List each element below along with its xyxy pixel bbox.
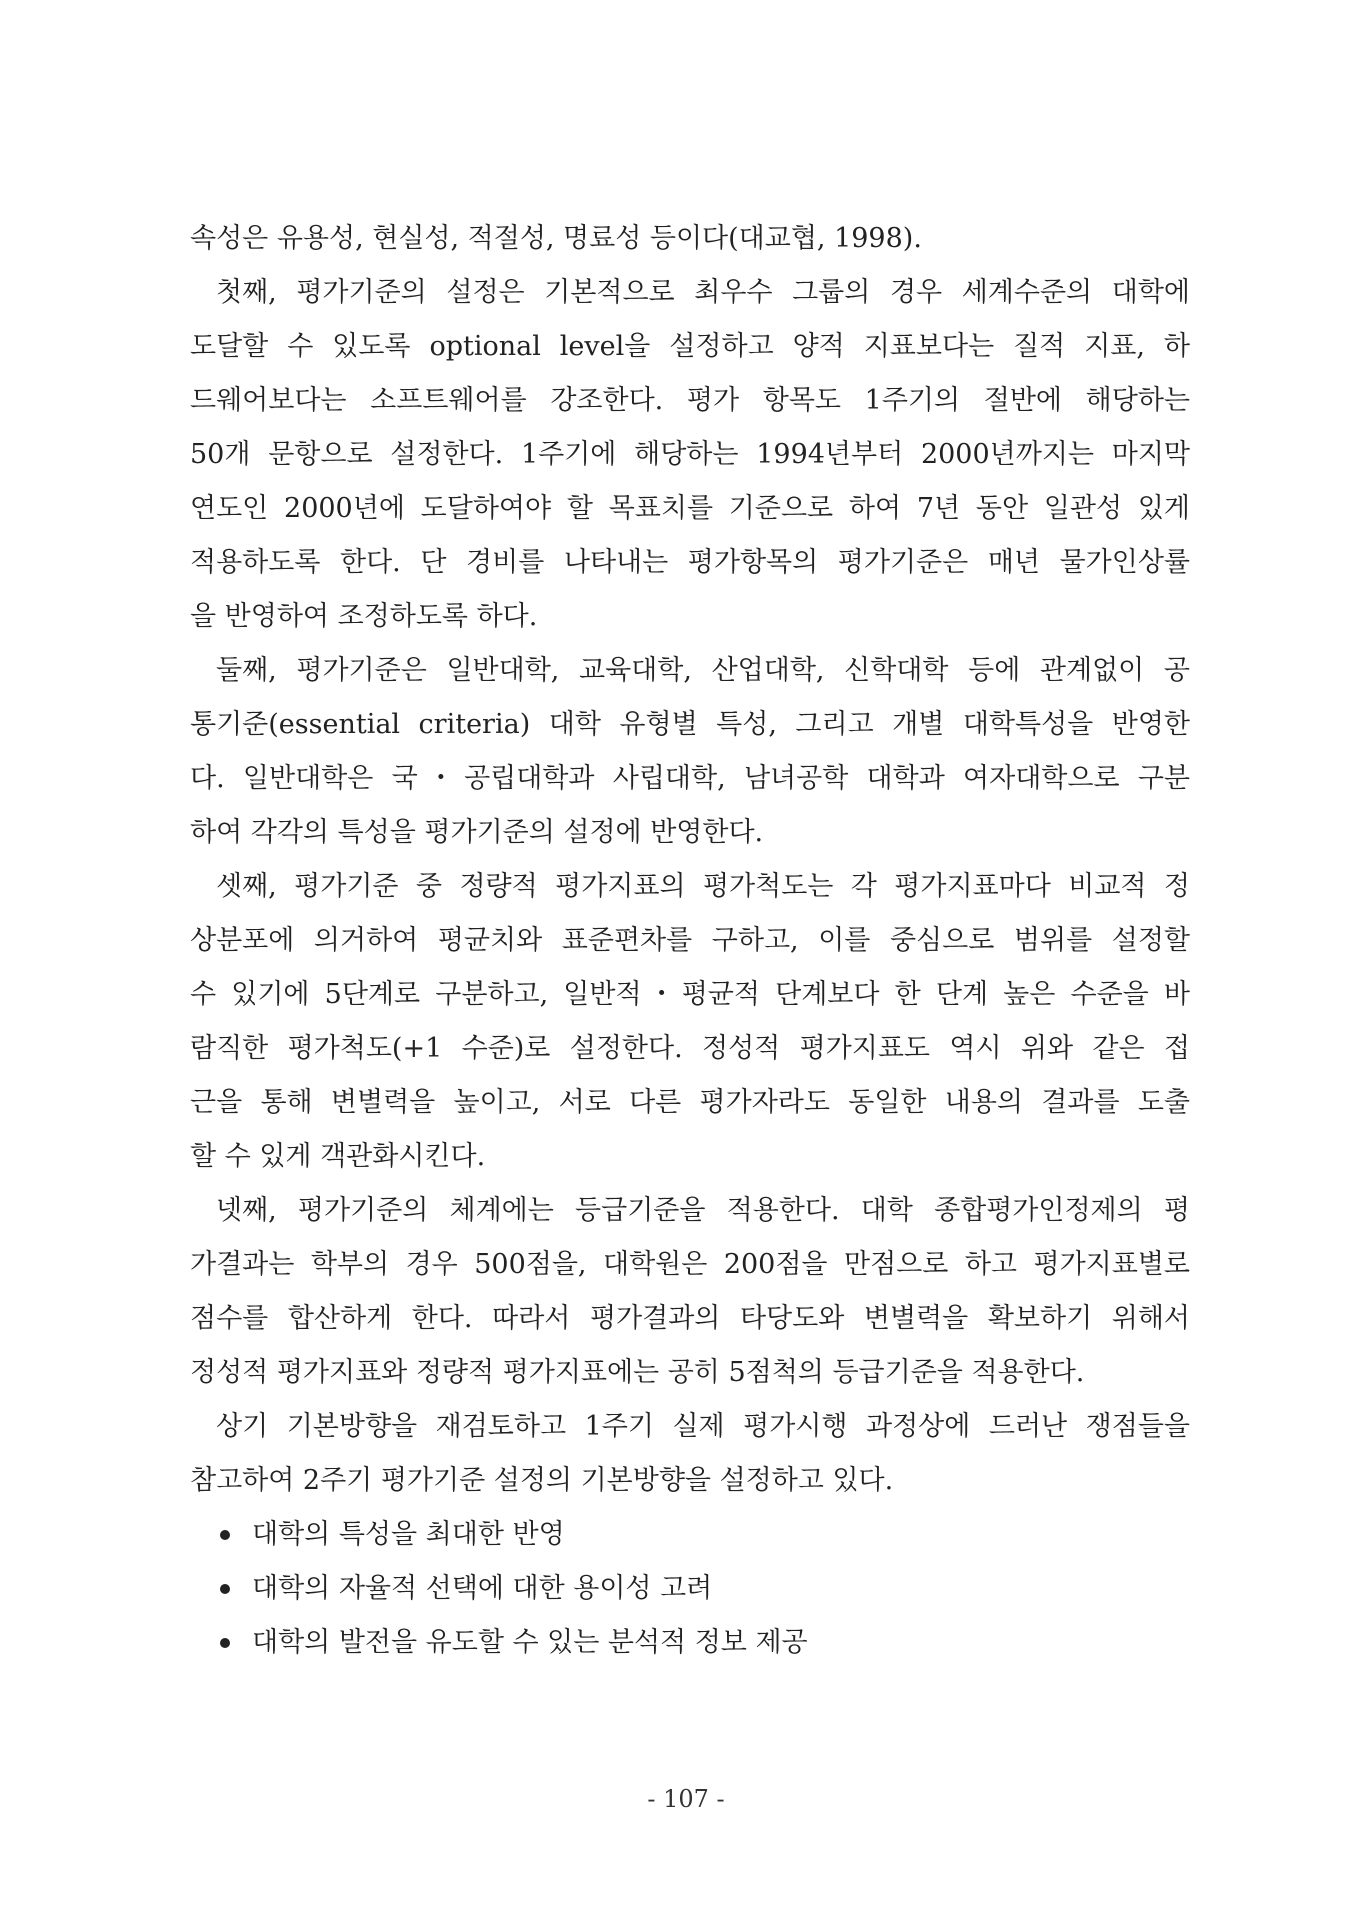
text-line: 수 있기에 5단계로 구분하고, 일반적・평균적 단계보다 한 단계 높은 수준을 바 (190, 979, 1190, 1010)
text-line: 속성은 유용성, 현실성, 적절성, 명료성 등이다(대교협, 1998). (190, 223, 922, 254)
text-line: 정성적 평가지표와 정량적 평가지표에는 공히 5점척의 등급기준을 적용한다. (190, 1357, 1085, 1388)
paragraph-third (190, 860, 1190, 1184)
text-line: 50개 문항으로 설정한다. 1주기에 해당하는 1994년부터 2000년까지는 마지막 (190, 439, 1190, 470)
text-line: 셋째, 평가기준 중 정량적 평가지표의 평가척도는 각 평가지표마다 비교적 정 (216, 871, 1190, 902)
text-line: 상분포에 의거하여 평균치와 표준편차를 구하고, 이를 중심으로 범위를 설정할 (190, 925, 1190, 956)
paragraph-continuation (190, 212, 1190, 266)
text-line: 드웨어보다는 소프트웨어를 강조한다. 평가 항목도 1주기의 절반에 해당하는 (190, 385, 1190, 416)
text-line: 람직한 평가척도(+1 수준)로 설정한다. 정성적 평가지표도 역시 위와 같은 접 (190, 1033, 1190, 1064)
list-item (190, 1616, 1190, 1670)
list-item-text: 대학의 특성을 최대한 반영 (252, 1519, 565, 1550)
bullet-icon (220, 1584, 230, 1594)
page-number: - 107 - (647, 1785, 725, 1813)
bullet-list (190, 1508, 1190, 1670)
text-line: 통기준(essential criteria) 대학 유형별 특성, 그리고 개별 대학특성을 반영한 (190, 709, 1190, 740)
paragraph-first (190, 266, 1190, 644)
text-line: 근을 통해 변별력을 높이고, 서로 다른 평가자라도 동일한 내용의 결과를 도출 (190, 1087, 1190, 1118)
text-line: 참고하여 2주기 평가기준 설정의 기본방향을 설정하고 있다. (190, 1465, 894, 1496)
bullet-icon (220, 1530, 230, 1540)
text-line: 둘째, 평가기준은 일반대학, 교육대학, 산업대학, 신학대학 등에 관계없이 공 (216, 655, 1190, 686)
text-line: 할 수 있게 객관화시킨다. (190, 1141, 486, 1172)
text-line: 다. 일반대학은 국・공립대학과 사립대학, 남녀공학 대학과 여자대학으로 구분 (190, 763, 1190, 794)
text-line: 점수를 합산하게 한다. 따라서 평가결과의 타당도와 변별력을 확보하기 위해서 (190, 1303, 1190, 1334)
text-line: 하여 각각의 특성을 평가기준의 설정에 반영한다. (190, 817, 764, 848)
list-item (190, 1562, 1190, 1616)
text-line: 넷째, 평가기준의 체계에는 등급기준을 적용한다. 대학 종합평가인정제의 평 (216, 1195, 1190, 1226)
text-line: 을 반영하여 조정하도록 하다. (190, 601, 538, 632)
paragraph-second (190, 644, 1190, 860)
bullet-icon (220, 1638, 230, 1648)
text-line: 연도인 2000년에 도달하여야 할 목표치를 기준으로 하여 7년 동안 일관성 있게 (190, 493, 1190, 524)
body-text (190, 212, 1190, 1670)
text-line: 적용하도록 한다. 단 경비를 나타내는 평가항목의 평가기준은 매년 물가인상률 (190, 547, 1190, 578)
text-line: 도달할 수 있도록 optional level을 설정하고 양적 지표보다는 질적 지표, 하 (190, 331, 1190, 362)
text-line: 첫째, 평가기준의 설정은 기본적으로 최우수 그룹의 경우 세계수준의 대학에 (216, 277, 1190, 308)
list-item-text: 대학의 자율적 선택에 대한 용이성 고려 (252, 1573, 713, 1604)
paragraph-summary (190, 1400, 1190, 1508)
list-item (190, 1508, 1190, 1562)
text-line: 가결과는 학부의 경우 500점을, 대학원은 200점을 만점으로 하고 평가지표별로 (190, 1249, 1190, 1280)
text-line: 상기 기본방향을 재검토하고 1주기 실제 평가시행 과정상에 드러난 쟁점들을 (216, 1411, 1190, 1442)
paragraph-fourth (190, 1184, 1190, 1400)
list-item-text: 대학의 발전을 유도할 수 있는 분석적 정보 제공 (252, 1627, 808, 1658)
